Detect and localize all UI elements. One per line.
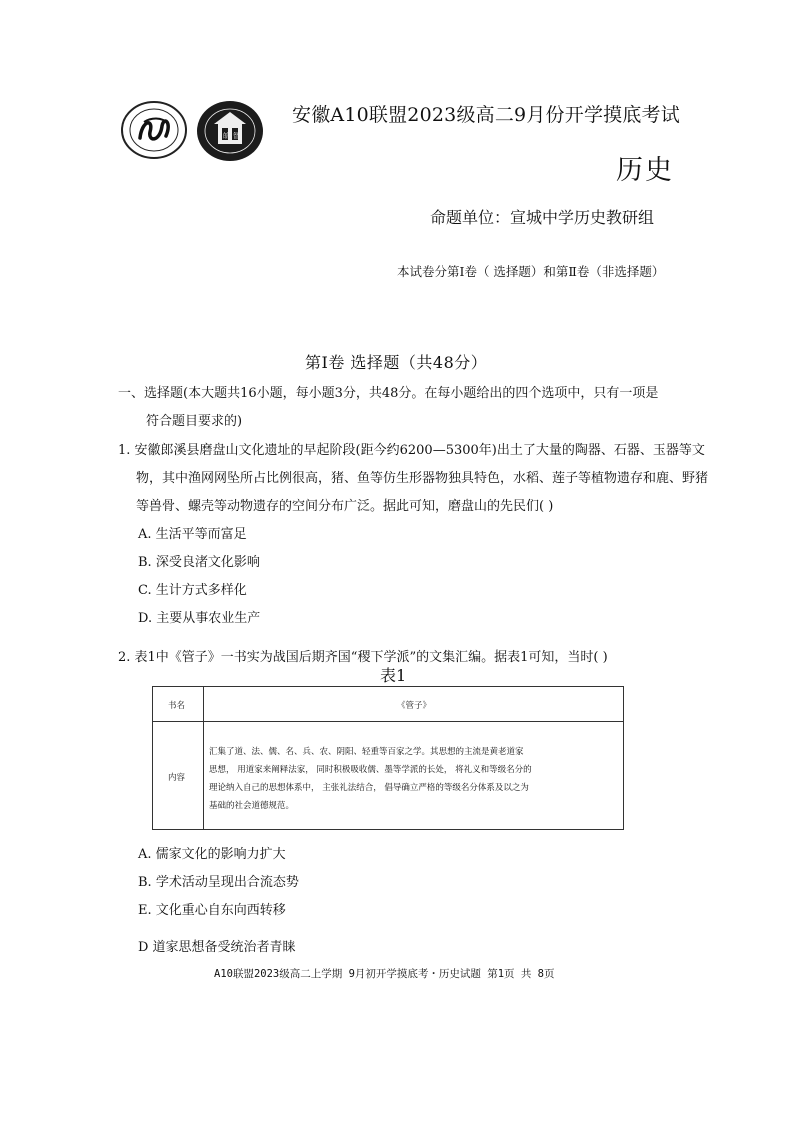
q1-stem-line3: 等兽骨、螺壳等动物遗存的空间分布广泛。据此可知，磨盘山的先民们( ): [136, 499, 554, 514]
table-content-line: 汇集了道、法、儒、名、兵、农、阴阳、轻重等百家之学。其思想的主流是黄老道家: [209, 747, 524, 757]
table-content-label: 内容: [168, 773, 186, 783]
table-header-label: 书名: [168, 701, 186, 711]
q1-option-b: B. 深受良渚文化影响: [138, 555, 260, 570]
table-divider: [203, 687, 204, 829]
q1-option-a: A. 生活平等而富足: [138, 527, 247, 542]
svg-text:智: 智: [233, 132, 240, 140]
question-unit: 命题单位：宣城中学历史教研组: [430, 208, 655, 227]
table-content-line: 理论纳入自己的思想体系中， 主张礼法结合， 倡导确立严格的等级名分体系及以之为: [209, 783, 529, 793]
a10-alliance-logo: [120, 100, 188, 160]
section-instructions: 一、选择题(本大题共16小题，每小题3分，共48分。在每小题给出的四个选项中，只有一项是: [118, 386, 659, 401]
wanzhi-education-logo: [196, 100, 264, 162]
q2-option-e: E. 文化重心自东向西转移: [138, 903, 286, 918]
q1-option-d: D. 主要从事农业生产: [138, 611, 261, 626]
q2-stem: 2. 表1中《管子》一书实为战国后期齐国“稷下学派”的文集汇编。据表1可知，当时( ): [118, 650, 608, 665]
svg-text:皖: 皖: [223, 132, 230, 140]
q1-stem-line2: 物，其中渔网网坠所占比例很高，猪、鱼等仿生形器物独具特色，水稻、莲子等植物遗存和鹿、野猪: [136, 471, 709, 486]
table-header-row: [153, 687, 623, 722]
q1-option-c: C. 生计方式多样化: [138, 583, 247, 598]
table-header-value: 《管子》: [397, 701, 432, 711]
table-content-line: 基础的社会道德规范。: [209, 801, 295, 811]
subject-title: 历史: [616, 155, 674, 186]
section-title: 第Ⅰ卷 选择题（共48分）: [305, 353, 488, 372]
page-footer: A10联盟2023级高二上学期 9月初开学摸底考・历史试题 第1页 共 8页: [214, 968, 555, 980]
guanzi-table: [152, 686, 624, 830]
section-instructions-cont: 符合题目要求的): [146, 414, 243, 429]
q1-stem-line1: 1. 安徽郎溪县磨盘山文化遗址的早起阶段(距今约6200—5300年)出土了大量的陶器、石器、玉器等文: [118, 443, 705, 458]
q2-option-a: A. 儒家文化的影响力扩大: [138, 847, 286, 862]
q2-option-d: D 道家思想备受统治者青睐: [138, 940, 296, 955]
paper-composition-note: 本试卷分第Ⅰ卷（ 选择题）和第Ⅱ卷（非选择题）: [397, 264, 665, 279]
q2-option-b: B. 学术活动呈现出合流态势: [138, 875, 299, 890]
table-caption: 表1: [380, 666, 407, 685]
exam-title: 安徽A10联盟2023级高二9月份开学摸底考试: [292, 104, 680, 126]
table-content-line: 思想， 用道家来阐释法家， 同时积极吸收儒、墨等学派的长处， 将礼义和等级名分的: [209, 765, 532, 775]
